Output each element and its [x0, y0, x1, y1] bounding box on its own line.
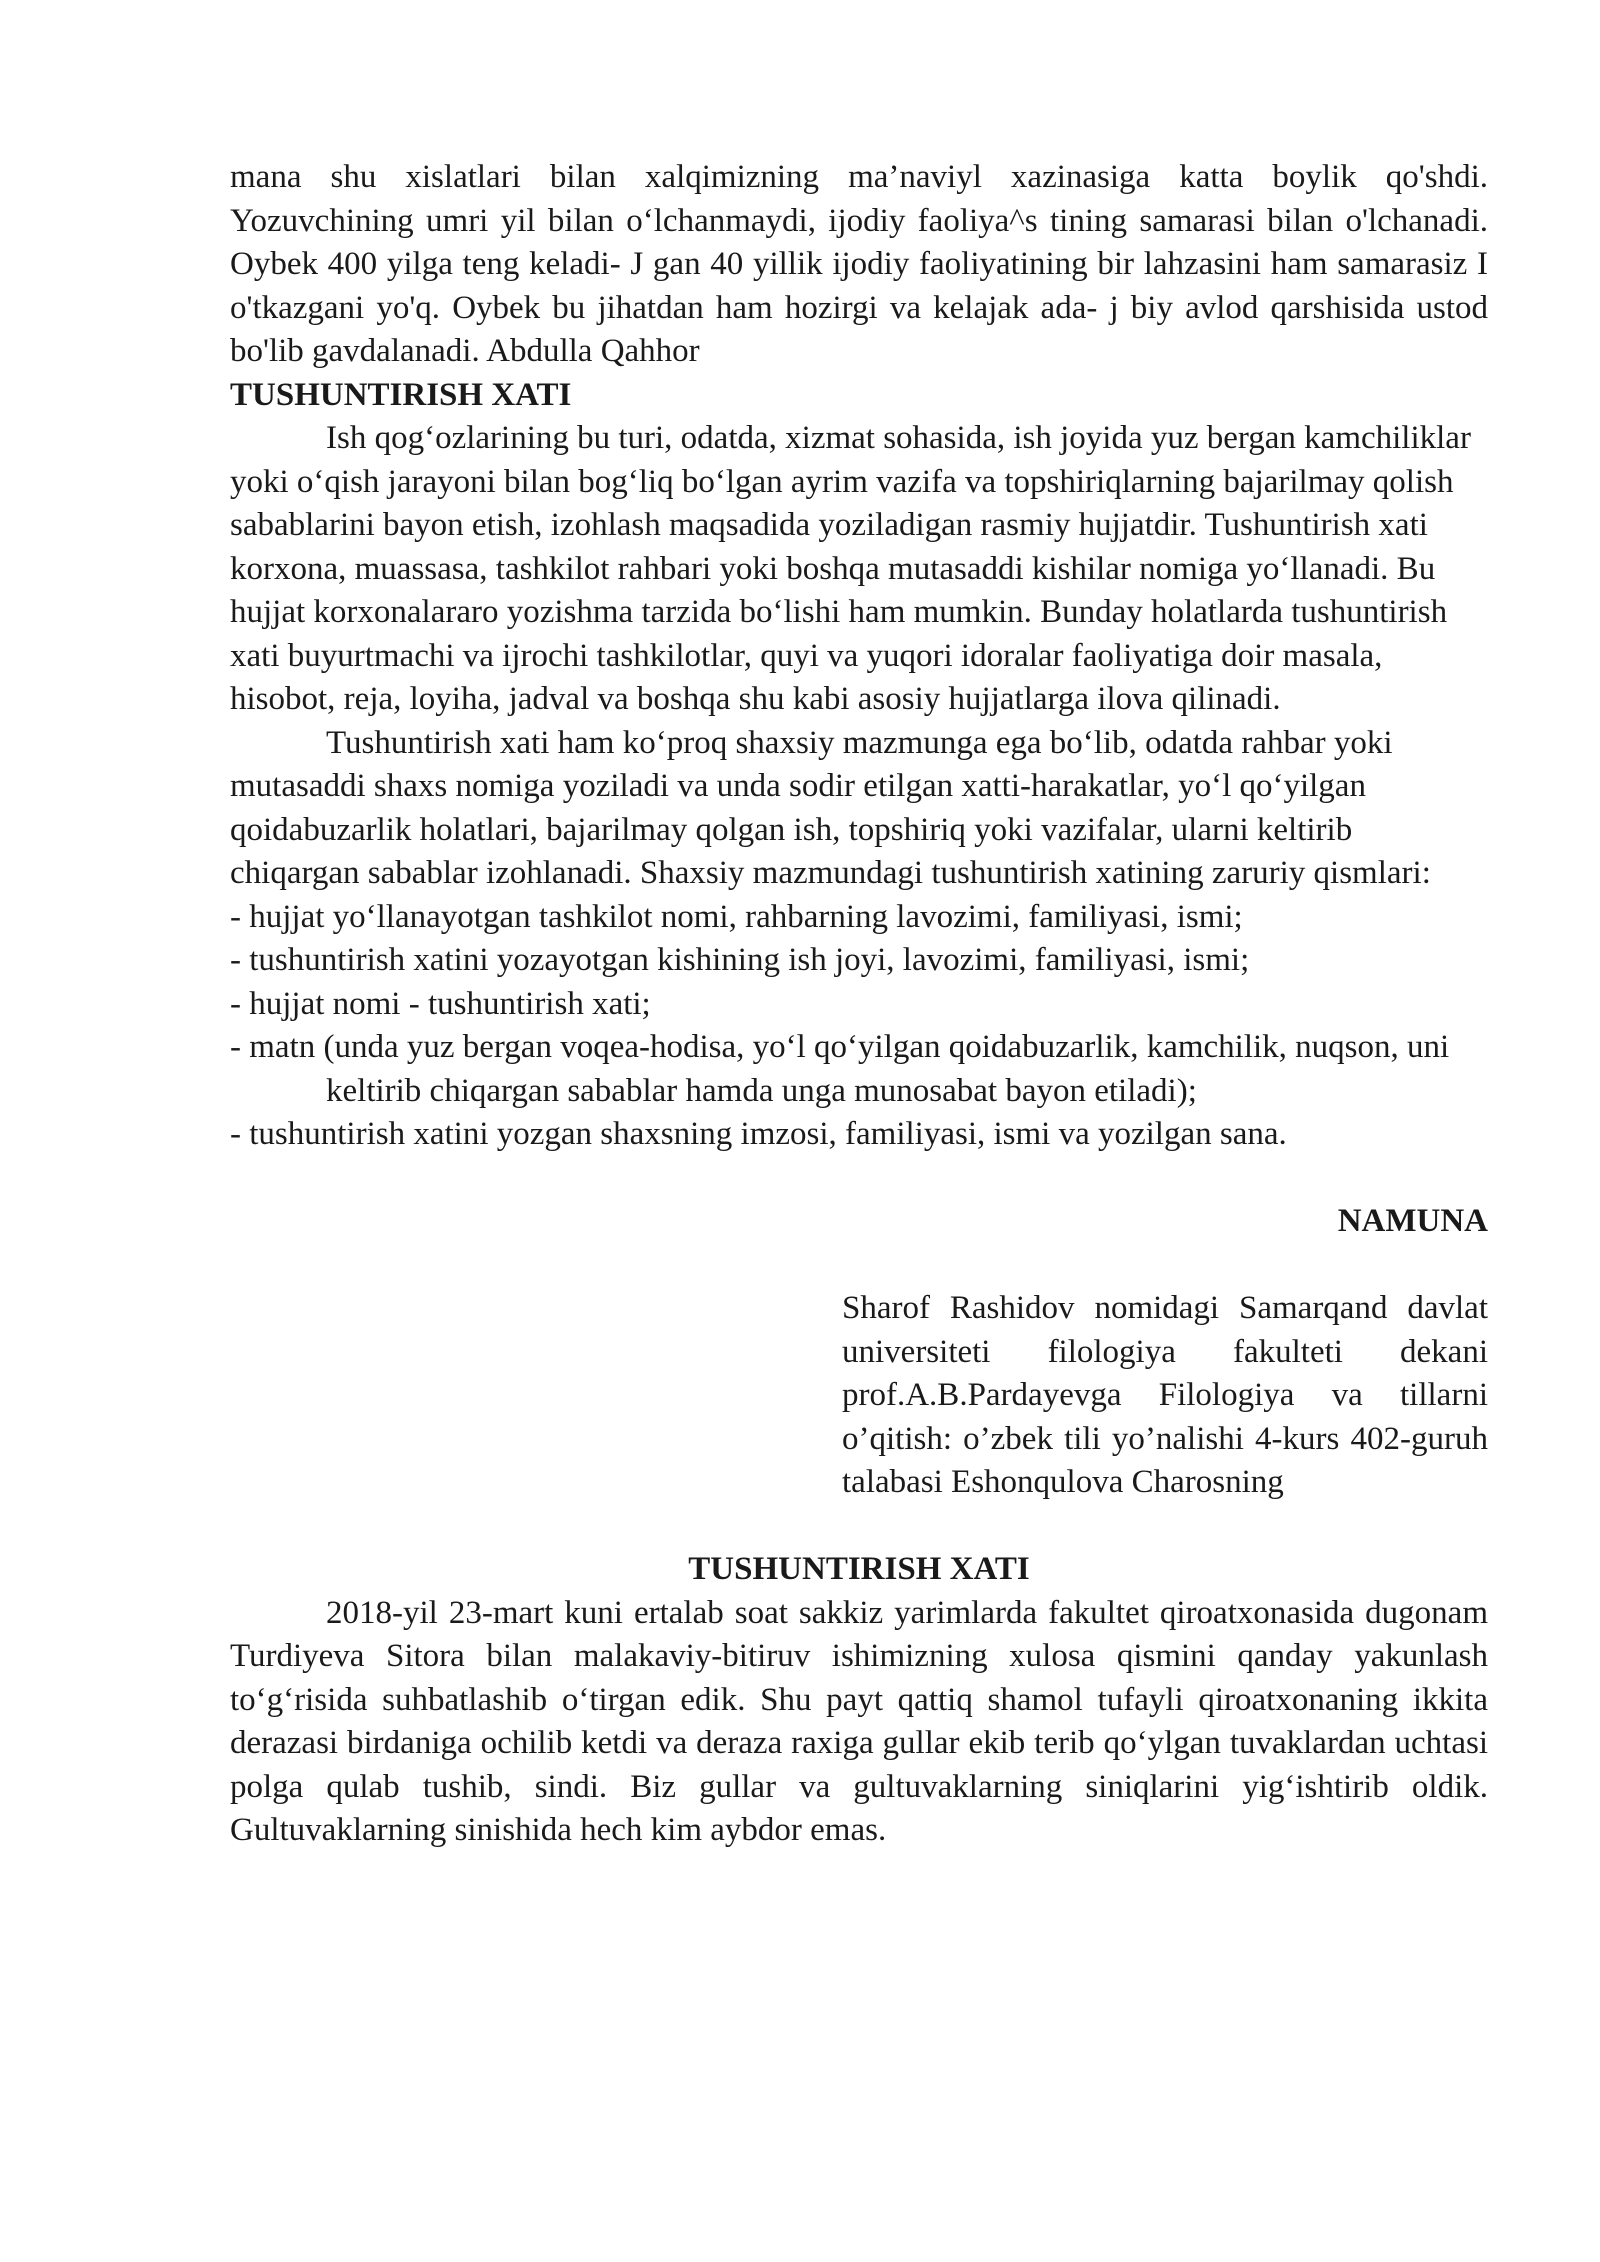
- list-item: - hujjat nomi - tushuntirish xati;: [230, 985, 651, 1022]
- namuna-label: NAMUNA: [1337, 1203, 1488, 1239]
- list-item: - tushuntirish xatini yozgan shaxsning imzosi, familiyasi, ismi va yozilgan sana.: [230, 1116, 1287, 1152]
- paragraph-definition: Ish qog‘ozlarining bu turi, odatda, xizmat sohasida, ish joyida yuz bergan kamchiliklar yoki o‘qish jarayoni bilan bog‘liq bo‘lgan ayrim vazifa va topshiriqlarning bajarilmay qolish sabablarini bayon etish, izohlash maqsadida yoziladigan rasmiy hujjatdir. Tushuntirish xati korxona, muassasa, tashkilot rahbari yoki boshqa mutasaddi kishilar nomiga yo‘llanadi. Bu hujjat korxonalararo yozishma tarzida bo‘lishi ham mumkin. Bunday holatlarda tushuntirish xati buyurtmachi va ijrochi tashkilotlar, quyi va yuqori idoralar faoliyatiga doir masala, hisobot, reja, loyiha, jadval va boshqa shu kabi asosiy hujjatlarga ilova qilinadi.: [230, 420, 1471, 717]
- list-item: - hujjat yo‘llanayotgan tashkilot nomi, rahbarning lavozimi, familiyasi, ismi;: [230, 898, 1243, 935]
- sample-heading: TUSHUNTIRISH XATI: [688, 1551, 1030, 1587]
- document-page: [230, 156, 1488, 1853]
- required-parts-list: [230, 896, 1488, 1157]
- list-item: - matn (unda yuz bergan voqea-hodisa, yo‘l qo‘yilgan qoidabuzarlik, kamchilik, nuqson, uni keltirib chiqargan sabablar hamda unga munosabat bayon etiladi);: [230, 1029, 1450, 1109]
- intro-paragraph: mana shu xislatlari bilan xalqimizning ma’naviyl xazinasiga katta boylik qo'shdi. Yozuvchining umri yil bilan o‘lchanmaydi, ijodiy faoliya^s tining samarasi bilan o'lchanadi. Oybek 400 yilga teng keladi- J gan 40 yillik ijodiy faoliyatining bir lahzasini ham samarasiz I o'tkazgani yo'q. Oybek bu jihatdan ham hozirgi va kelajak ada- j biy avlod qarshisida ustod bo'lib gavdalanadi. Abdulla Qahhor: [230, 159, 1488, 369]
- addressee-block: Sharof Rashidov nomidagi Samarqand davlat universiteti filologiya fakulteti dekani prof.A.B.Pardayevga Filologiya va tillarni o’qitish: o’zbek tili yo’nalishi 4-kurs 402-guruh talabasi Eshonqulova Charosning: [842, 1290, 1488, 1500]
- sample-paragraph: 2018-yil 23-mart kuni ertalab soat sakkiz yarimlarda fakultet qiroatxonasida dugonam Turdiyeva Sitora bilan malakaviy-bitiruv ishimizning xulosa qismini qanday yakunlash to‘g‘risida suhbatlashib o‘tirgan edik. Shu payt qattiq shamol tufayli qiroatxonaning ikkita derazasi birdaniga ochilib ketdi va deraza raxiga gullar ekib terib qo‘ylgan tuvaklardan uchtasi polga qulab tushib, sindi. Biz gullar va gultuvaklarning siniqlarini yig‘ishtirib oldik. Gultuvaklarning sinishida hech kim aybdor emas.: [230, 1594, 1488, 1848]
- paragraph-contents: Tushuntirish xati ham ko‘proq shaxsiy mazmunga ega bo‘lib, odatda rahbar yoki mutasaddi shaxs nomiga yoziladi va unda sodir etilgan xatti-harakatlar, yo‘l qo‘yilgan qoidabuzarlik holatlari, bajarilmay qolgan ish, topshiriq yoki vazifalar, ularni keltirib chiqargan sabablar izohlanadi. Shaxsiy mazmundagi tushuntirish xatining zaruriy qismlari:: [230, 724, 1431, 891]
- section-heading: TUSHUNTIRISH XATI: [230, 376, 572, 413]
- list-item: - tushuntirish xatini yozayotgan kishining ish joyi, lavozimi, familiyasi, ismi;: [230, 942, 1250, 978]
